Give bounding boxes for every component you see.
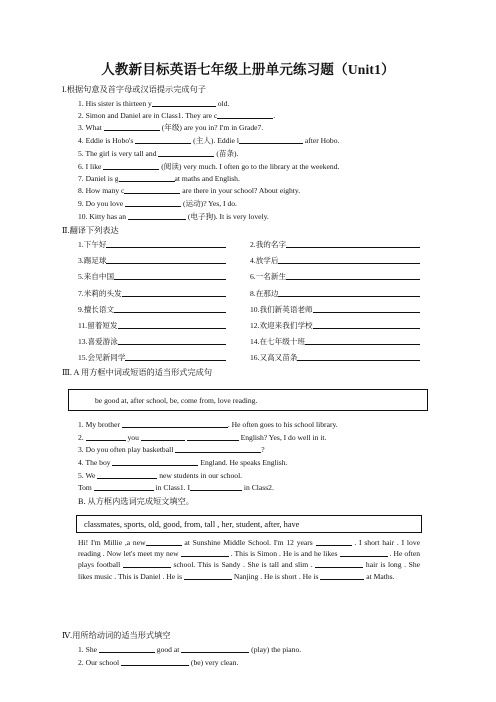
exercise-text: (阅读) very much. I often go to the library at the weekend.: [159, 162, 340, 171]
exercise-line: [78, 185, 300, 195]
passage-text: school. This is Sandy . She is tall and slim .: [170, 560, 316, 570]
answer-blank[interactable]: [181, 548, 229, 557]
answer-blank[interactable]: [286, 239, 420, 248]
exercise-text: are there in your school? About eighty.: [180, 186, 301, 195]
exercise-text: 10. Kitty has an: [78, 212, 128, 221]
translation-prompt: 7.米莉的头发: [78, 288, 122, 298]
translation-item: [250, 288, 420, 299]
translation-item: [250, 255, 420, 266]
answer-blank[interactable]: [152, 98, 216, 107]
answer-blank[interactable]: [97, 470, 157, 479]
exercise-text: (电子狗). It is very lovely.: [186, 212, 269, 221]
exercise-text: after Hobo.: [302, 136, 340, 145]
answer-blank[interactable]: [103, 161, 159, 170]
answer-blank[interactable]: [278, 255, 420, 264]
passage-text: . This is Simon . He is and he likes: [228, 549, 340, 559]
translation-prompt: 8.在那边: [250, 288, 279, 298]
answer-blank[interactable]: [119, 173, 175, 182]
exercise-text: .: [273, 111, 276, 120]
answer-blank[interactable]: [122, 288, 226, 297]
translation-prompt: 16.又高又苗条: [250, 353, 298, 363]
section-heading-1: I.根据句意及首字母或汉语提示完成句子: [62, 85, 206, 94]
exercise-text: 1. His sister is thirteen y: [78, 99, 152, 108]
exercise-text: 5. We: [78, 471, 98, 480]
answer-blank[interactable]: [106, 239, 226, 248]
answer-blank[interactable]: [104, 122, 160, 131]
answer-blank[interactable]: [122, 419, 228, 428]
answer-blank[interactable]: [94, 482, 154, 491]
exercise-line: [78, 657, 238, 667]
exercise-line: [78, 470, 242, 480]
answer-blank[interactable]: [112, 457, 198, 466]
exercise-text: 7. Daniel is g: [78, 174, 119, 183]
translation-prompt: 12.欢迎来我们学校: [250, 321, 313, 330]
answer-blank[interactable]: [187, 432, 239, 441]
answer-blank[interactable]: [184, 571, 232, 580]
translation-item: [250, 271, 420, 282]
cloze-passage: [78, 537, 420, 582]
exercise-line: [78, 161, 339, 172]
translation-prompt: 13.喜爱游泳: [78, 337, 118, 347]
translation-prompt: 1.下午好: [78, 240, 107, 249]
exercise-text: good at: [154, 645, 182, 654]
section-heading-3: Ⅲ. A 用方框中词或短语的适当形式完成句: [62, 368, 213, 377]
exercise-text: 1. My brother: [78, 420, 122, 429]
exercise-text: new students in our school.: [157, 471, 243, 480]
translation-prompt: 6.一名新生: [250, 272, 287, 282]
section-heading-2: Ⅱ.翻译下列表达: [62, 226, 119, 235]
translation-prompt: 2.我的名字: [250, 240, 287, 249]
exercise-text: 9. Do you love: [78, 199, 126, 208]
answer-blank[interactable]: [146, 537, 182, 546]
answer-blank[interactable]: [114, 271, 226, 280]
answer-blank[interactable]: [135, 135, 191, 144]
answer-blank[interactable]: [315, 559, 363, 568]
answer-blank[interactable]: [158, 148, 214, 157]
exercise-line: [78, 135, 339, 146]
exercise-line: [78, 173, 240, 183]
exercise-text: (play) the piano.: [249, 645, 302, 654]
exercise-text: . He often goes to his school library.: [227, 420, 338, 429]
section-heading-4: Ⅳ.用所给动词的适当形式填空: [62, 631, 171, 640]
answer-blank[interactable]: [340, 548, 388, 557]
answer-blank[interactable]: [313, 320, 420, 329]
exercise-text: 4. Eddie is Hobo's: [78, 136, 136, 145]
translation-item: [78, 304, 226, 315]
exercise-text: (be) very clean.: [189, 658, 239, 667]
translation-prompt: 15.会见新同学: [78, 353, 126, 363]
passage-text: . I short hair . I love reading . Now let's meet my new: [78, 538, 420, 559]
exercise-text: at maths and English.: [174, 174, 240, 183]
exercise-text: 4. The boy: [78, 458, 113, 467]
exercise-line: [78, 98, 229, 108]
answer-blank[interactable]: [123, 559, 171, 568]
answer-blank[interactable]: [313, 304, 420, 313]
answer-blank[interactable]: [86, 432, 126, 441]
translation-item: [78, 352, 226, 363]
answer-blank[interactable]: [190, 482, 242, 491]
exercise-text: (运动)? Yes, I do.: [181, 199, 237, 208]
translation-item: [250, 320, 420, 331]
answer-blank[interactable]: [141, 432, 185, 441]
page-title: 人教新目标英语七年级上册单元练习题（Unit1）: [101, 62, 395, 77]
exercise-text: 2. Our school: [78, 658, 122, 667]
exercise-text: Tom: [78, 483, 94, 492]
answer-blank[interactable]: [305, 336, 420, 345]
translation-prompt: 9.擅长语文: [78, 304, 115, 314]
answer-blank[interactable]: [99, 644, 155, 653]
exercise-line: [78, 211, 269, 222]
exercise-line: [78, 122, 263, 133]
translation-prompt: 10.我们新英语老师: [250, 304, 313, 314]
translation-prompt: 11.留着短发: [78, 321, 118, 330]
exercise-text: 5. The girl is very tall and: [78, 149, 159, 158]
passage-text: Hi! I'm Millie ,a new: [78, 538, 146, 547]
answer-blank[interactable]: [125, 352, 226, 361]
translation-prompt: 4.放学后: [250, 256, 279, 266]
answer-blank[interactable]: [297, 352, 420, 361]
exercise-text: in Class2.: [242, 483, 274, 492]
exercise-text: England. He speaks English.: [198, 458, 288, 467]
answer-blank[interactable]: [320, 571, 364, 580]
exercise-line: [78, 432, 326, 442]
exercise-text: ?: [261, 445, 265, 454]
translation-item: [78, 255, 226, 266]
answer-blank[interactable]: [124, 185, 180, 194]
exercise-text: 3. Do you often play basketball: [78, 445, 176, 454]
translation-item: [78, 288, 226, 299]
exercise-line: [78, 457, 287, 467]
passage-text: at Sunshine Middle School. I'm 12 years: [181, 538, 316, 547]
exercise-line: [78, 148, 238, 159]
translation-prompt: 5.来自中国: [78, 272, 115, 282]
exercise-text: (年级) are you in? I'm in Grade7.: [159, 123, 264, 132]
answer-blank[interactable]: [121, 657, 189, 666]
exercise-text: 3. What: [78, 123, 104, 132]
passage-text: hair is long . She likes music . This is Daniel . He is: [78, 560, 421, 581]
exercise-text: 2. Simon and Daniel are in Class1. They are c: [78, 111, 218, 120]
translation-prompt: 14.在七年级十班: [250, 337, 306, 347]
exercise-line: [78, 110, 275, 120]
answer-blank[interactable]: [125, 198, 181, 207]
translation-item: [250, 352, 420, 363]
passage-text: at Maths.: [364, 571, 395, 581]
translation-item: [250, 239, 420, 250]
translation-prompt: 3.踢足球: [78, 256, 107, 266]
answer-blank[interactable]: [118, 320, 226, 329]
answer-blank[interactable]: [286, 271, 420, 280]
answer-blank[interactable]: [217, 110, 276, 120]
translation-item: [78, 336, 226, 347]
passage-text: . He often plays football: [78, 549, 420, 570]
translation-item: [250, 336, 420, 347]
exercise-text: (主人). Eddie l: [191, 136, 239, 145]
answer-blank[interactable]: [175, 444, 261, 453]
exercise-text: English? Yes, I do well in it.: [238, 433, 327, 442]
exercise-line: [78, 198, 237, 209]
exercise-text: you: [125, 433, 141, 442]
section-heading-3b: B. 从方框内选词完成短文填空。: [78, 497, 194, 506]
exercise-text: 6. I like: [78, 162, 104, 171]
answer-blank[interactable]: [278, 288, 420, 297]
exercise-line: [78, 419, 338, 429]
exercise-text: (苗条).: [214, 149, 239, 158]
translation-item: [250, 304, 420, 315]
translation-item: [78, 239, 226, 250]
answer-blank[interactable]: [106, 255, 226, 264]
exercise-text: 1. She: [78, 645, 99, 654]
passage-text: Nanjing . He is short . He is: [231, 571, 321, 581]
answer-blank[interactable]: [239, 135, 303, 144]
exercise-line: [78, 482, 274, 492]
word-bank-box: be good at, after school, be, come from, love reading.: [68, 389, 428, 411]
answer-blank[interactable]: [316, 537, 352, 546]
exercise-line: [78, 644, 301, 654]
answer-blank[interactable]: [114, 304, 226, 313]
exercise-text: 8. How many c: [78, 186, 125, 195]
exercise-text: in Class1. I: [153, 483, 191, 492]
exercise-line: [78, 444, 265, 454]
word-bank-box-b: classmates, sports, old, good, from, tall , her, student, after, have: [76, 515, 422, 533]
translation-item: [78, 271, 226, 282]
exercise-text: 2.: [78, 433, 86, 442]
answer-blank[interactable]: [128, 211, 186, 220]
translation-item: [78, 320, 226, 331]
exercise-text: old.: [215, 99, 230, 108]
answer-blank[interactable]: [118, 336, 226, 345]
answer-blank[interactable]: [181, 644, 249, 653]
